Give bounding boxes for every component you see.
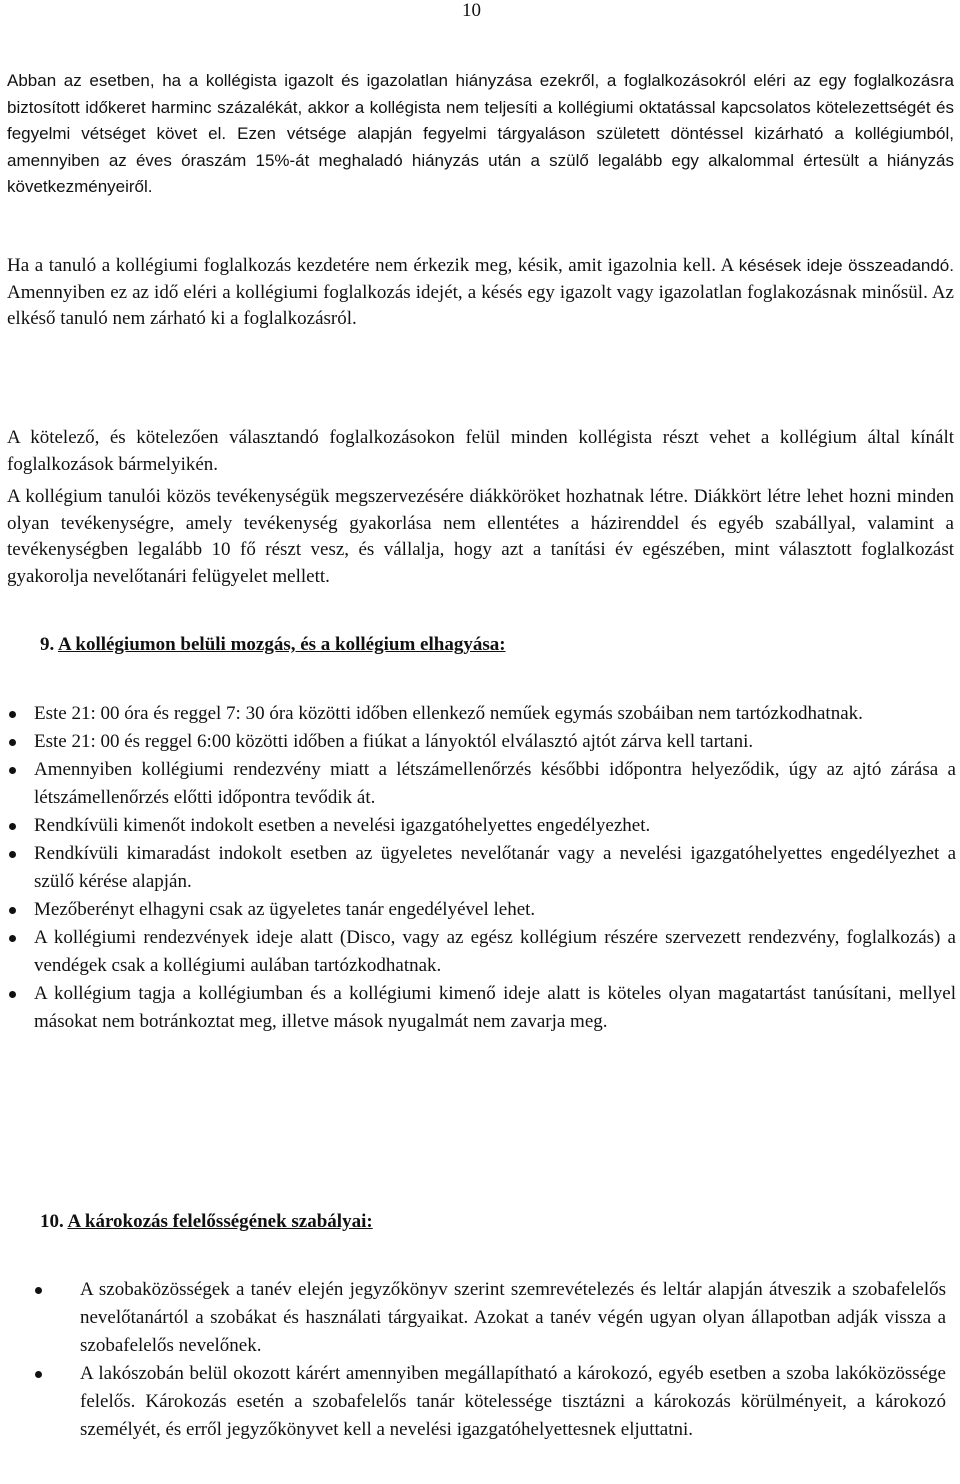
paragraph-lateness-part2: késések ideje összeadandó. xyxy=(738,256,954,275)
list-item xyxy=(7,924,956,980)
bullet-icon xyxy=(9,935,16,942)
section-10-heading xyxy=(40,1211,373,1233)
list-item xyxy=(7,896,956,924)
section-9-title: A kollégiumon belüli mozgás, és a kollégium elhagyása: xyxy=(57,634,506,655)
paragraph-lateness-part1: Ha a tanuló a kollégiumi foglalkozás kezdetére nem érkezik meg, késik, amit igazolnia kell. A xyxy=(7,255,734,276)
list-item-text: A lakószobán belül okozott kárért amennyiben megállapítható a károkozó, egyéb esetben a szoba lakóközössége felelős. Károkozás esetén a szobafelelős tanár kötelessége tisztázni a károkozás körülményeit, a károkozó személyét, és erről jegyzőkönyvet kell a nevelési igazgatóhelyettesnek eljuttatni. xyxy=(80,1363,946,1440)
section-10-number: 10. xyxy=(40,1211,64,1232)
list-item xyxy=(7,812,956,840)
bullet-icon xyxy=(35,1371,42,1378)
list-item-text: A kollégium tagja a kollégiumban és a kollégiumi kimenő ideje alatt is köteles olyan magatartást tanúsítani, mellyel másokat nem botránkoztat meg, illetve mások nyugalmát nem zavarja meg. xyxy=(34,983,956,1032)
bullet-icon xyxy=(9,767,16,774)
bullet-icon xyxy=(9,711,16,718)
bullet-icon xyxy=(9,991,16,998)
paragraph-lateness xyxy=(7,253,954,333)
list-item xyxy=(34,1276,946,1360)
list-item-text: Amennyiben kollégiumi rendezvény miatt a létszámellenőrzés későbbi időpontra helyeződik, úgy az ajtó zárása a létszámellenőrzés előtti időpontra tevődik át. xyxy=(34,759,956,808)
paragraph-student-clubs: A kollégium tanulói közös tevékenységük megszervezésére diákköröket hozhatnak létre. Diákkört létre lehet hozni minden olyan tevékenységre, amely tevékenység gyakorlása nem ellentétes a házirenddel és egyéb szabállyal, valamint a tevékenységben legalább 10 fő részt vesz, és vállalja, hogy azt a tanítási év egészében, mint választott foglalkozást gyakorolja nevelőtanári felügyelet mellett. xyxy=(7,486,954,587)
paragraph-lateness-part3: Amennyiben ez az idő eléri a kollégiumi foglalkozás idejét, a késés egy igazolt vagy igazolatlan foglakozásnak minősül. Az elkéső tanuló nem zárható ki a foglalkozásról. xyxy=(7,281,954,330)
bullet-icon xyxy=(9,823,16,830)
paragraph-absence xyxy=(7,68,954,201)
list-item xyxy=(7,756,956,812)
section-10-title: A károkozás felelősségének szabályai: xyxy=(67,1211,373,1232)
list-item-text: Rendkívüli kimaradást indokolt esetben az ügyeletes nevelőtanár vagy a nevelési igazgatóhelyettes engedélyezhet a szülő kérése alapján. xyxy=(34,843,956,892)
list-item xyxy=(7,728,956,756)
page-number: 10 xyxy=(462,0,481,21)
section-10-list xyxy=(34,1276,946,1444)
bullet-icon xyxy=(9,851,16,858)
paragraph-absence-part2: Ezen vétsége alapján fegyelmi tárgyaláson született döntéssel kizárható a kollégiumból, amennyiben az éves óraszám 15%-át meghaladó hiányzás után a szülő legalább egy alkalommal értesült a hiányzás következményeiről. xyxy=(7,124,955,197)
paragraph-absence-part1: Abban az esetben, ha a kollégista igazolt és igazolatlan hiányzása ezekről, a foglalkozásokról eléri az egy foglalkozásra biztosított időkeret harminc százalékát, akkor a kollégista nem teljesíti a kollégiumi oktatással kapcsolatos kötelezettségét és fegyelmi vétséget követ el. xyxy=(7,71,954,144)
section-9-number: 9. xyxy=(40,634,55,655)
paragraph-optional-activities: A kötelező, és kötelezően választandó foglalkozásokon felül minden kollégista részt vehet a kollégium által kínált foglalkozások bármelyikén. xyxy=(7,427,954,475)
list-item-text: Rendkívüli kimenőt indokolt esetben a nevelési igazgatóhelyettes engedélyezhet. xyxy=(34,815,651,836)
list-item xyxy=(7,840,956,896)
section-9-list xyxy=(7,700,956,1036)
list-item-text: A szobaközösségek a tanév elején jegyzőkönyv szerint szemrevételezés és leltár alapján átveszik a szobafelelős nevelőtanártól a szobákat és használati tárgyaikat. Azokat a tanév végén ugyan olyan állapotban adják vissza a szobafelelős nevelőnek. xyxy=(80,1279,946,1356)
list-item-text: Este 21: 00 óra és reggel 7: 30 óra közötti időben ellenkező neműek egymás szobáiban nem tartózkodhatnak. xyxy=(34,703,863,724)
list-item xyxy=(34,1360,946,1444)
list-item-text: Este 21: 00 és reggel 6:00 közötti időben a fiúkat a lányoktól elválasztó ajtót zárva kell tartani. xyxy=(34,731,754,752)
list-item xyxy=(7,980,956,1036)
bullet-icon xyxy=(35,1287,42,1294)
list-item-text: Mezőberényt elhagyni csak az ügyeletes tanár engedélyével lehet. xyxy=(34,899,536,920)
list-item-text: A kollégiumi rendezvények ideje alatt (Disco, vagy az egész kollégium részére szervezett rendezvény, foglalkozás) a vendégek csak a kollégiumi aulában tartózkodhatnak. xyxy=(34,927,956,976)
bullet-icon xyxy=(9,739,16,746)
section-9-heading xyxy=(40,634,506,656)
list-item xyxy=(7,700,956,728)
bullet-icon xyxy=(9,907,16,914)
